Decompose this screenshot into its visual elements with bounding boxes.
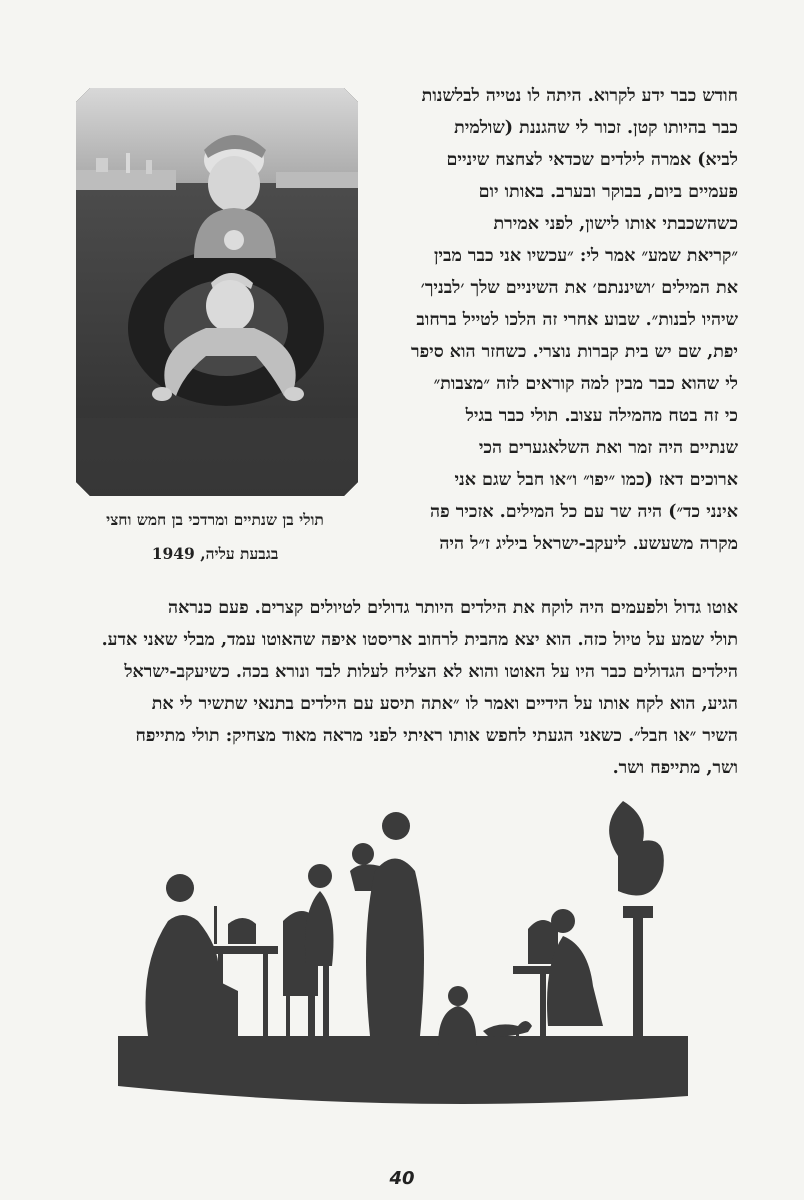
photo-caption-line1: תולי בן שנתיים ומרדכי בן חמש וחצי xyxy=(106,510,324,529)
text-line: שיהיו לבנות״. שבוע אחרי זה הלכו לטייל ברחוב xyxy=(416,310,738,330)
page-number: 40 xyxy=(389,1168,415,1189)
text-line: כבר בהיותו קטן. זכור לי שהגננת (שולמית xyxy=(454,118,738,138)
text-line: לי שהוא כבר מבין למה קוראים לזה ״מצבות״ xyxy=(433,374,738,394)
text-line: חודש כבר ידע לקרוא. היתה לו נטייה לבלשנות xyxy=(421,86,738,106)
text-line: יפת, שם יש בית קברות נוצרי. כשחזר הוא סיפר xyxy=(411,342,738,362)
text-line: ״קריאת שמע״ אמר לי: ״עכשיו אני כבר מבין xyxy=(433,246,738,266)
text-line: שנתיים היה זמר ואת השלאגערים הכי xyxy=(478,438,738,458)
text-line: מקרה משעשע. ליעקב-ישראל ביליג ז״ל היה xyxy=(439,534,738,554)
full-text-block xyxy=(54,592,738,784)
narrow-text-column xyxy=(378,80,738,560)
text-line: השיר ״או חבל״. כשאני הגעתי לחפש אותו ראיתי לפני מראה מאוד מצחיק: תולי מתייפח xyxy=(135,726,738,746)
text-line: כשהשכבתי אותו לישון, לפני אמירת xyxy=(493,214,738,234)
family-silhouette-illustration xyxy=(108,796,708,1106)
text-line: ארוכים דאז (כמו ״יפו״ ו״או חבל שגם אני xyxy=(454,470,738,490)
text-line: ושר, מתייפח ושר. xyxy=(612,758,738,778)
text-line: את המילים ׳ושיננתם׳ את השיניים שלך ׳לבניך׳ xyxy=(420,278,738,298)
text-line: הגיע, הוא לקח אותו על הידיים ואמר לו ״אתה תיסע עם הילדים בתנאי שתשיר לי את xyxy=(151,694,738,714)
text-line: אינני כד״) היה שר עם כל המילים. אזכיר פה xyxy=(430,502,738,522)
text-line: תולי שמע על טיול כזה. הוא יצא מהבית לרחוב אריסטו איפה שהאוטו עמד, מבלי שאני אדע. xyxy=(101,630,738,650)
text-line: כי זה בטח מהמילה עצוב. תולי כבר בגיל xyxy=(465,406,738,426)
photo-caption-line2: בגבעת עליה, 1949 xyxy=(151,544,279,563)
family-photo xyxy=(76,88,358,496)
text-line: הילדים הגדולים כבר היו על האוטו והוא לא הצליח לעלות לבד ונורא בכה. כשיעקב-ישראל xyxy=(124,662,738,682)
text-line: לביא) אמרה לילדים שכדאי לצחצח שיניים xyxy=(446,150,738,170)
text-line: פעמיים ביום, בבוקר ובערב. באותו יום xyxy=(478,182,738,202)
text-line: אוטו גדול ולפעמים היה לוקח את הילדים היותר גדולים לטיולים קצרים. פעם כנראה xyxy=(168,598,738,618)
